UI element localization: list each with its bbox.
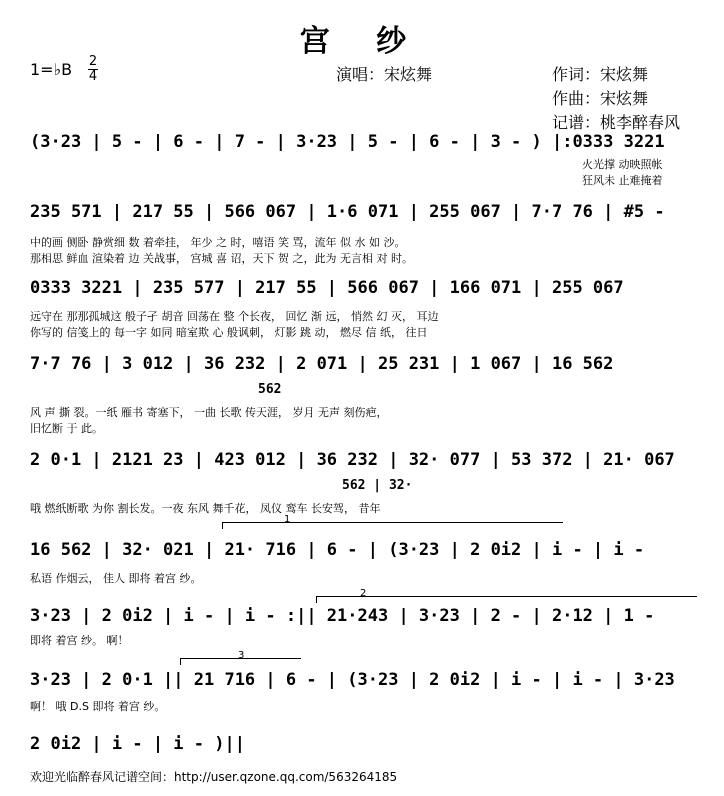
lyric-line: 远守在 那那孤城这 般子孑 胡音 回荡在 整 个长夜， 回忆 渐 远， 悄然 幻 灭， 耳边	[30, 310, 439, 323]
notes-line: 7·7 76 | 3 012 | 36 232 | 2 071 | 25 231 | 1 067 | 16 562	[30, 354, 614, 374]
notes-line: 2 0·1 | 2121 23 | 423 012 | 36 232 | 32· 077 | 53 372 | 21· 067	[30, 450, 675, 470]
lyricist-credit: 作词：宋炫舞	[552, 65, 649, 84]
lyric-line: 那相思 鲜血 渲染着 边 关战事， 宫城 喜 诏，天下 贺 之，此为 无言相 对 时。	[30, 252, 413, 265]
notes-line: 0333 3221 | 235 577 | 217 55 | 566 067 | 166 071 | 255 067	[30, 278, 624, 298]
ossia-notes: 562 | 32·	[342, 478, 413, 493]
pickup-lyric-1: 火光撑 动映照帐	[582, 158, 663, 171]
notes-line: 3·23 | 2 0i2 | i - | i - :|| 21·243 | 3·23 | 2 - | 2·12 | 1 -	[30, 606, 655, 626]
lyric-line: 你写的 信笺上的 每一字 如同 暗室欺 心 般讽刺， 灯影 跳 动， 燃尽 信 纸， 往日	[30, 326, 428, 339]
volta-bracket-2	[316, 596, 697, 603]
notes-line: 16 562 | 32· 021 | 21· 716 | 6 - | (3·23 | 2 0i2 | i - | i -	[30, 540, 645, 560]
score-row-9	[0, 734, 724, 764]
lyric-line: 风 声 撕 裂。一纸 雁书 寄塞下， 一曲 长歌 传天涯， 岁月 无声 刻伤疤，	[30, 406, 388, 419]
notes-line: 2 0i2 | i - | i - )||	[30, 734, 245, 754]
volta-number-2: 2	[360, 588, 367, 599]
lyric-line: 哦 燃纸断歌 为你 割长发。一夜 东风 舞千花， 凤仪 鸾车 长安驾， 昔年	[30, 502, 381, 515]
singer-credit: 演唱：宋炫舞	[336, 65, 433, 84]
lyric-line: 即将 着宫 纱。 啊！	[30, 634, 129, 647]
score-row-8	[0, 670, 724, 700]
score-row-4	[0, 354, 724, 384]
time-signature-top: 2	[88, 54, 98, 69]
score-row-5	[0, 450, 724, 480]
notes-line: 235 571 | 217 55 | 566 067 | 1·6 071 | 255 067 | 7·7 76 | #5 -	[30, 202, 665, 222]
ossia-notes: 562	[258, 382, 282, 397]
score-row-2	[0, 202, 724, 232]
score-row-6	[0, 540, 724, 570]
volta-bracket-1	[222, 522, 563, 529]
time-signature-bottom: 4	[88, 69, 98, 84]
composer-credit: 作曲：宋炫舞	[552, 89, 649, 108]
lyric-line: 啊！ 哦 D.S 即将 着宫 纱。	[30, 700, 166, 713]
volta-number-3: 3	[238, 650, 245, 661]
score-row-3	[0, 278, 724, 308]
lyric-line: 中的画 侧卧 静赏细 数 着牵挂， 年少 之 时，嘻语 笑 骂，流年 似 水 如 沙。	[30, 236, 406, 249]
lyric-line: 旧忆断 于 此。	[30, 422, 103, 435]
transcriber-credit: 记谱：桃李醉春风	[552, 113, 681, 132]
song-title: 宫 纱	[299, 24, 425, 59]
footer-link-text: 欢迎光临醉春风记谱空间：http://user.qzone.qq.com/563264185	[30, 770, 398, 784]
lyric-line: 私语 作烟云， 佳人 即将 着宫 纱。	[30, 572, 202, 585]
pickup-lyric-2: 狂风未 止难掩着	[582, 174, 663, 187]
volta-number-1: 1	[284, 514, 291, 525]
key-signature: 1=♭B	[30, 60, 73, 79]
notes-line: 3·23 | 2 0·1 || 21 716 | 6 - | (3·23 | 2 0i2 | i - | i - | 3·23	[30, 670, 675, 690]
time-signature	[88, 56, 98, 83]
notes-line: (3·23 | 5 - | 6 - | 7 - | 3·23 | 5 - | 6 - | 3 - ) |:0333 3221	[30, 132, 665, 152]
